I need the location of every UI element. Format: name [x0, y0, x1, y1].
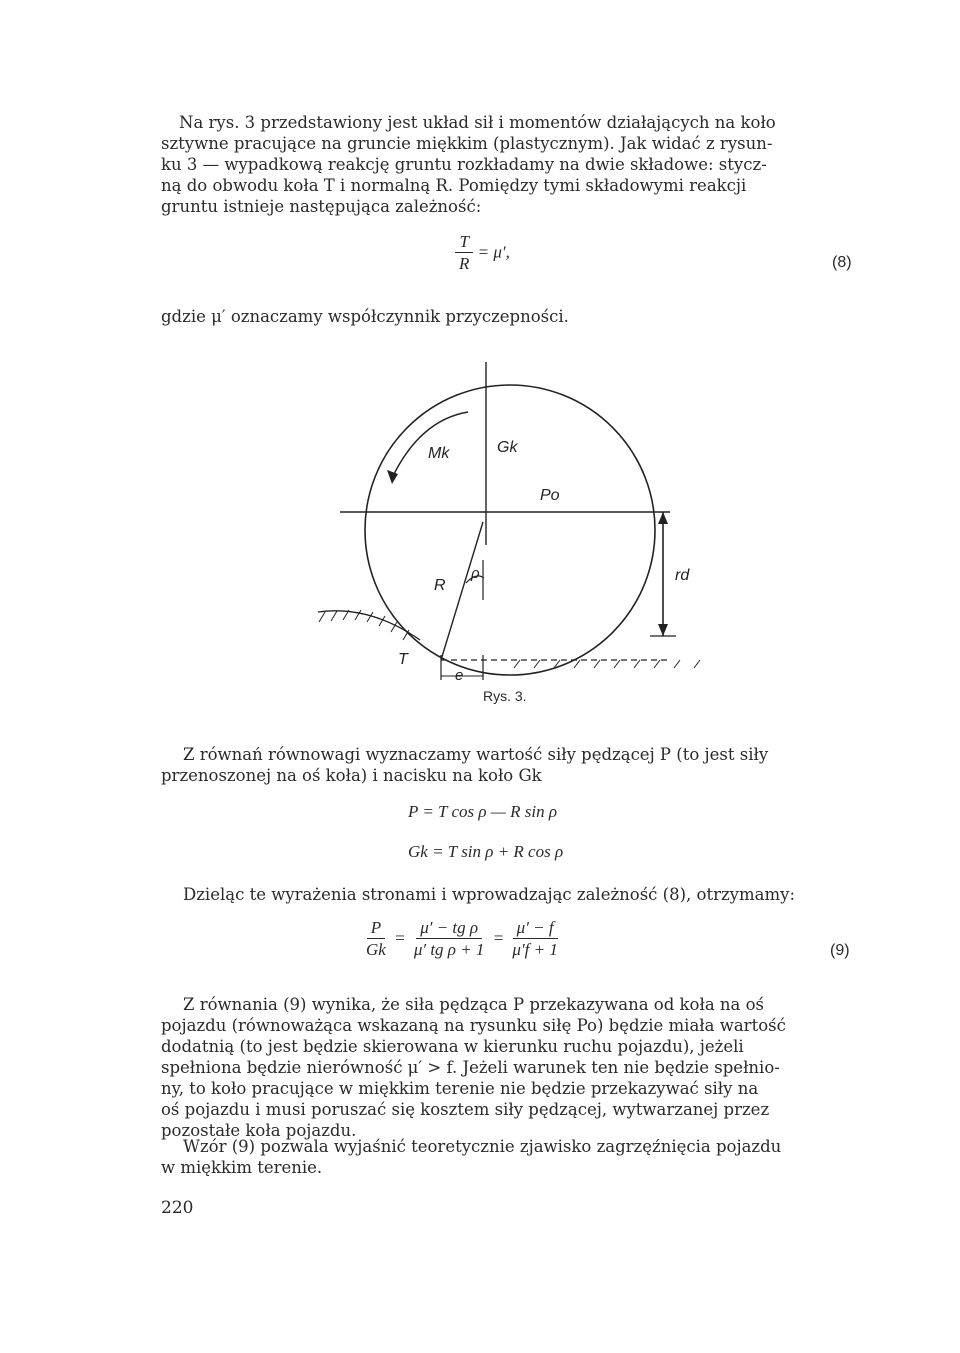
eq9-frac1-den: Gk: [366, 940, 386, 959]
text-line: dodatnią (to jest będzie skierowana w kierunku ruchu pojazdu), jeżeli: [161, 1037, 744, 1056]
label-r: R: [434, 577, 446, 594]
eq8-denominator: R: [459, 254, 470, 273]
label-rho: ρ: [471, 565, 480, 582]
text-line: oś pojazdu i musi poruszać się kosztem siły pędzącej, wytwarzanej przez: [161, 1100, 770, 1119]
text-line: gdzie μ′ oznaczamy współczynnik przyczepności.: [161, 307, 569, 326]
text-line: gruntu istnieje następująca zależność:: [161, 197, 482, 216]
equation-8-number: (8): [832, 254, 852, 271]
ground-surface-left: [318, 611, 420, 640]
equation-9-number: (9): [830, 942, 850, 959]
text-line: Na rys. 3 przedstawiony jest układ sił i momentów działających na koło: [179, 113, 776, 132]
eq9-frac2-num: μ′ − tg ρ: [416, 918, 482, 939]
eq8-numerator: T: [455, 232, 472, 253]
eq9-frac1-num: P: [367, 918, 385, 939]
equation-9: [362, 918, 562, 961]
text-line: Z równań równowagi wyznaczamy wartość siły pędzącej P (to jest siły: [183, 745, 769, 764]
paragraph-equilibrium: [161, 744, 851, 786]
paragraph-dividing: [161, 884, 851, 905]
label-gk: Gk: [497, 439, 518, 456]
label-e: e: [455, 667, 464, 684]
text-line: sztywne pracujące na gruncie miękkim (plastycznym). Jak widać z rysun-: [161, 134, 773, 153]
eq9-frac2-den: μ′ tg ρ + 1: [413, 940, 485, 959]
text-line: Dzieląc te wyrażenia stronami i wprowadzając zależność (8), otrzymamy:: [183, 885, 796, 904]
eq8-rhs: = μ′,: [477, 242, 510, 262]
text-line: spełniona będzie nierówność μ′ > f. Jeżeli warunek ten nie będzie spełnio-: [161, 1058, 780, 1077]
text-line: pozostałe koła pojazdu.: [161, 1121, 357, 1140]
label-t: T: [398, 651, 408, 668]
text-line: w miękkim terenie.: [161, 1158, 323, 1177]
text-line: ny, to koło pracujące w miękkim terenie nie będzie przekazywać siły na: [161, 1079, 759, 1098]
text-line: Z równania (9) wynika, że siła pędząca P przekazywana od koła na oś: [183, 995, 765, 1014]
label-po: Po: [540, 487, 560, 504]
eq9-frac3-den: μ′f + 1: [512, 940, 558, 959]
page-number: 220: [161, 1198, 194, 1218]
text-line: przenoszonej na oś koła) i nacisku na koło Gk: [161, 766, 542, 785]
eq9-frac3-num: μ′ − f: [513, 918, 558, 939]
text-line: ku 3 — wypadkową reakcję gruntu rozkładamy na dwie składowe: stycz-: [161, 155, 767, 174]
paragraph-formula-use: [161, 1136, 851, 1178]
equation-p: P = T cos ρ — R sin ρ: [408, 802, 558, 821]
eq9-equals-2: =: [492, 928, 505, 948]
eq9-equals-1: =: [394, 928, 406, 948]
paragraph-conclusion: [161, 994, 851, 1141]
equation-gk: Gk = T sin ρ + R cos ρ: [408, 842, 564, 861]
text-line: pojazdu (równoważąca wskazaną na rysunku siłę Po) będzie miała wartość: [161, 1016, 786, 1035]
figure-caption: Rys. 3.: [483, 688, 527, 704]
label-rd: rd: [675, 567, 690, 584]
text-line: Wzór (9) pozwala wyjaśnić teoretycznie zjawisko zagrzęźnięcia pojazdu: [183, 1137, 782, 1156]
r-line: [441, 522, 483, 660]
label-mk: Mk: [428, 445, 450, 462]
text-line: ną do obwodu koła T i normalną R. Pomiędzy tymi składowymi reakcji: [161, 176, 747, 195]
